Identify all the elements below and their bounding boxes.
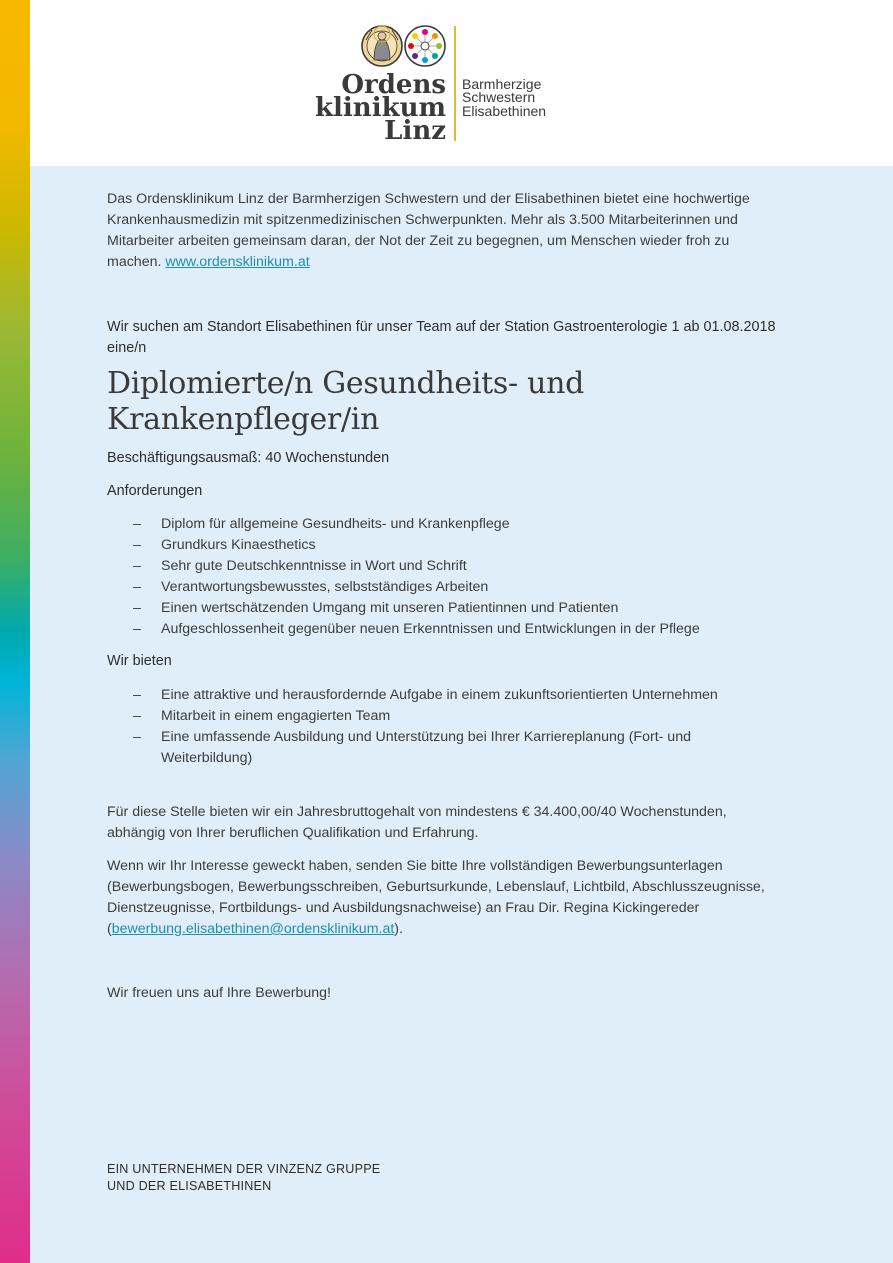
list-item-text: Eine umfassende Ausbildung und Unterstützung bei Ihrer Karriereplanung (Fort- und Weiterbildung) (161, 729, 691, 766)
list-item-text: Aufgeschlossenheit gegenüber neuen Erkenntnissen und Entwicklungen in der Pflege (161, 621, 700, 637)
logo-name-line2: klinikum (315, 93, 446, 123)
logo (0, 0, 893, 166)
salary-paragraph: Für diese Stelle bieten wir ein Jahresbruttogehalt von mindestens € 34.400,00/40 Wochenstunden, abhängig von Ihrer beruflichen Qualifikation und Erfahrung. (107, 804, 727, 841)
website-link[interactable]: www.ordensklinikum.at (165, 254, 310, 270)
list-item (107, 556, 787, 577)
footer (107, 1161, 787, 1195)
logo-name-line1: Ordens (341, 70, 446, 100)
dash-marker: – (133, 687, 141, 703)
requirements-heading: Anforderungen (107, 483, 203, 499)
list-item (107, 514, 787, 535)
list-item-text: Grundkurs Kinaesthetics (161, 537, 316, 553)
list-item (107, 535, 787, 556)
color-stripe (0, 0, 30, 1263)
logo-sub-line2: Schwestern (462, 89, 536, 105)
list-item-text: Eine attraktive und herausfordernde Aufgabe in einem zukunftsorientierten Unternehmen (161, 687, 718, 703)
list-item (107, 727, 747, 769)
job-title-line2: Krankenpfleger/in (107, 402, 380, 437)
dash-marker: – (133, 708, 141, 724)
list-item-text: Einen wertschätzenden Umgang mit unseren Patientinnen und Patienten (161, 600, 619, 616)
dash-marker: – (133, 579, 141, 595)
search-line: Wir suchen am Standort Elisabethinen für unser Team auf der Station Gastroenterologie 1 ab 01.08.2018 eine/n (107, 319, 776, 356)
email-link[interactable]: bewerbung.elisabethinen@ordensklinikum.at (111, 921, 395, 937)
offer-list (107, 685, 747, 769)
logo-sub-line1: Barmherzige (462, 76, 542, 92)
dash-marker: – (133, 729, 141, 745)
list-item-text: Sehr gute Deutschkenntnisse in Wort und Schrift (161, 558, 467, 574)
footer-line2: UND DER ELISABETHINEN (107, 1179, 272, 1193)
employment-extent: Beschäftigungsausmaß: 40 Wochenstunden (107, 450, 390, 466)
application-paragraph (107, 856, 797, 940)
dash-marker: – (133, 600, 141, 616)
footer-line1: EIN UNTERNEHMEN DER VINZENZ GRUPPE (107, 1162, 381, 1176)
list-item (107, 577, 787, 598)
dash-marker: – (133, 537, 141, 553)
saint-emblem-icon (362, 26, 402, 66)
dash-marker: – (133, 516, 141, 532)
requirements-list (107, 514, 787, 640)
job-title-line1: Diplomierte/n Gesundheits- und (107, 366, 585, 401)
offer-heading: Wir bieten (107, 653, 172, 669)
list-item (107, 685, 747, 706)
list-item (107, 598, 787, 619)
list-item-text: Diplom für allgemeine Gesundheits- und Krankenpflege (161, 516, 510, 532)
closing-line: Wir freuen uns auf Ihre Bewerbung! (107, 985, 331, 1001)
list-item-text: Mitarbeit in einem engagierten Team (161, 708, 391, 724)
logo-sub-line3: Elisabethinen (462, 103, 547, 119)
dash-marker: – (133, 621, 141, 637)
list-item-text: Verantwortungsbewusstes, selbstständiges Arbeiten (161, 579, 489, 595)
list-item (107, 619, 787, 640)
application-text: Wenn wir Ihr Interesse geweckt haben, senden Sie bitte Ihre vollständigen Bewerbungsunterlagen (Bewerbungsbogen, Bewerbungsschreiben, Geburtsurkunde, Lebenslauf, Lichtbild, Abschlusszeugnisse, Dienstzeugnisse, Fortbildungs- und Ausbildungsnachweise) an Frau Dir. Regina Kickingereder ( (107, 858, 765, 937)
job-title (107, 366, 787, 438)
network-emblem-icon (405, 26, 445, 66)
dash-marker: – (133, 558, 141, 574)
logo-name-line3: Linz (384, 116, 446, 146)
application-suffix: ). (394, 921, 403, 937)
intro-paragraph (107, 189, 787, 273)
intro-text: Das Ordensklinikum Linz der Barmherzigen Schwestern und der Elisabethinen bietet eine hochwertige Krankenhausmedizin mit spitzenmedizinischen Schwerpunkten. Mehr als 3.500 Mitarbeiterinnen und Mitarbeiter arbeiten gemeinsam daran, der Not der Zeit zu begegnen, um Menschen wieder froh zu machen. (107, 191, 750, 270)
list-item (107, 706, 747, 727)
